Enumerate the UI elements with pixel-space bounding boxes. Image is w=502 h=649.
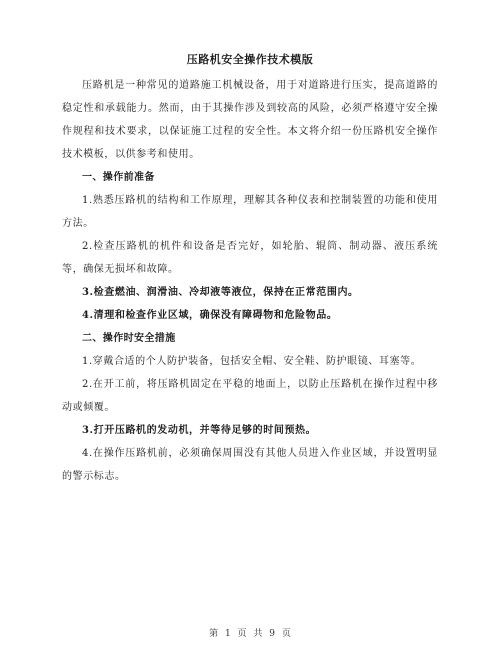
intro-paragraph: 压路机是一种常见的道路施工机械设备，用于对道路进行压实，提高道路的稳定性和承载能力。然而，由于其操作涉及到较高的风险，必须严格遵守安全操作规程和技术要求，以保证施工过程的安全性。本文将介绍一份压路机安全操作技术模板，以供参考和使用。 [62,80,438,160]
list-item: 3.打开压路机的发动机，并等待足够的时间预热。 [82,425,317,436]
section-heading-preparation: 一、操作前准备 [82,172,155,183]
list-item: 3.检查燃油、润滑油、冷却液等液位，保持在正常范围内。 [82,287,359,298]
list-item: 1.熟悉压路机的结构和工作原理，理解其各种仪表和控制装置的功能和使用方法。 [62,195,438,229]
page-footer: 第 1 页 共 9 页 [209,629,293,639]
list-item: 4.清理和检查作业区域，确保没有障碍物和危险物品。 [82,310,338,321]
list-item: 1.穿戴合适的个人防护装备，包括安全帽、安全鞋、防护眼镜、耳塞等。 [82,356,422,367]
list-item: 4.在操作压路机前，必须确保周围没有其他人员进入作业区域，并设置明显的警示标志。 [62,448,438,482]
section-heading-safety: 二、操作时安全措施 [82,333,176,344]
list-item: 2.在开工前，将压路机固定在平稳的地面上，以防止压路机在操作过程中移动或倾覆。 [62,379,438,413]
list-item: 2.检查压路机的机件和设备是否完好，如轮胎、辊筒、制动器、液压系统等，确保无损坏和故障。 [62,241,438,275]
document-title: 压路机安全操作技术模版 [186,53,314,66]
document-page [62,52,438,488]
